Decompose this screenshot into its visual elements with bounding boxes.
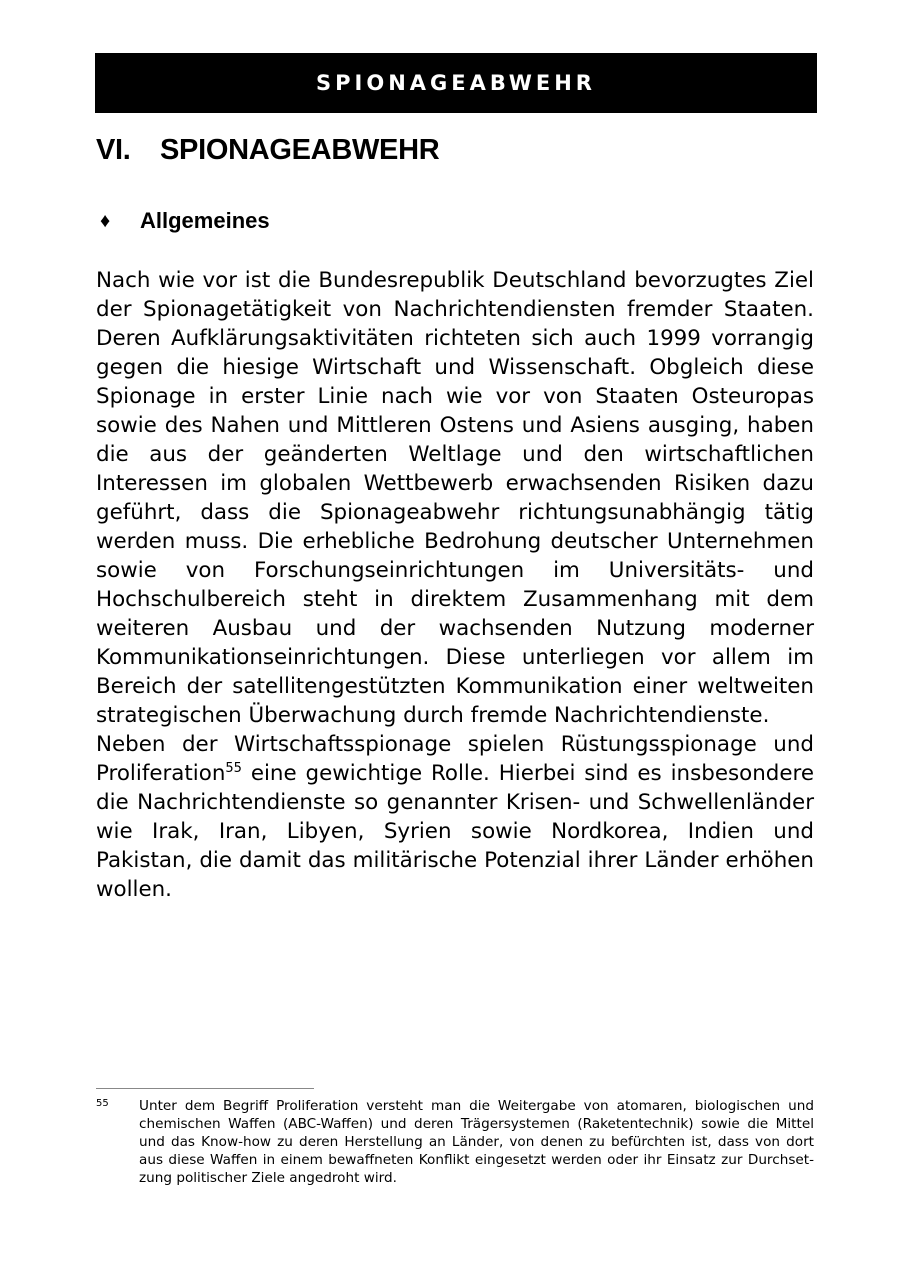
footnote-divider — [96, 1088, 314, 1089]
paragraph-1: Nach wie vor ist die Bundesrepublik Deutschland bevorzugtes Ziel der Spionagetätigkeit von Nachrichtendiensten fremder Staaten. Deren Aufklärungsaktivitäten richteten sich auch 1999 vorrangig gegen die hiesige Wirtschaft und Wissenschaft. Obgleich diese Spionage in erster Linie nach wie vor von Staaten Osteuropas sowie des Nahen und Mittleren Ostens und Asiens ausging, haben die aus der geänderten Weltlage und den wirtschaftlichen Interessen im globalen Wettbewerb erwachsenden Risiken dazu geführt, dass die Spionageabwehr richtungsunabhängig tätig werden muss. Die erhebliche Bedrohung deutscher Unternehmen sowie von Forschungseinrichtungen im Universitäts- und Hochschulbereich steht in direktem Zusammenhang mit dem weiteren Ausbau und der wachsenden Nutzung moderner Kommunikationseinrichtungen. Diese unterliegen vor allem im Bereich der satellitengestützten Kommunikation einer weltweiten strategischen Überwachung durch fremde Nachrichtendienste. — [96, 268, 814, 728]
footnote-reference: 55 — [225, 760, 242, 776]
running-header — [95, 53, 817, 113]
section-heading — [100, 208, 270, 234]
footnote-number: 55 — [96, 1098, 109, 1109]
running-header-title: SPIONAGEABWEHR — [316, 71, 596, 95]
body-text — [96, 266, 814, 904]
paragraph-2-start: Neben der Wirtschaftsspionage spielen Rüstungsspionage und Proliferation — [96, 732, 814, 786]
diamond-bullet-icon: ♦ — [100, 209, 111, 232]
paragraph-2 — [96, 730, 814, 904]
chapter-title — [96, 134, 439, 167]
section-heading-text: Allgemeines — [140, 208, 270, 233]
paragraph-2-end: eine gewichtige Rolle. Hierbei sind es insbesondere die Nachrichtendienste so genannter Krisen- und Schwellenländer wie Irak, Iran, Libyen, Syrien sowie Nordkorea, Indien und Pakistan, die damit das militärische Potenzial ihrer Länder erhöhen wollen. — [96, 761, 814, 902]
footnote — [96, 1097, 814, 1187]
footnote-text: Unter dem Begriff Proliferation versteht man die Weitergabe von atomaren, biologischen und chemischen Waffen (ABC-Waffen) und deren Trägersystemen (Raketentechnik) sowie die Mittel und das Know-how zu deren Herstellung an Länder, von denen zu befürchten ist, dass von dort aus diese Waffen in einem bewaffneten Konflikt eingesetzt werden oder ihr Einsatz zur Durchsetzung politischer Ziele angedroht wird. — [139, 1098, 814, 1186]
chapter-number: VI. — [96, 134, 131, 166]
chapter-title-text: SPIONAGEABWEHR — [160, 134, 440, 166]
